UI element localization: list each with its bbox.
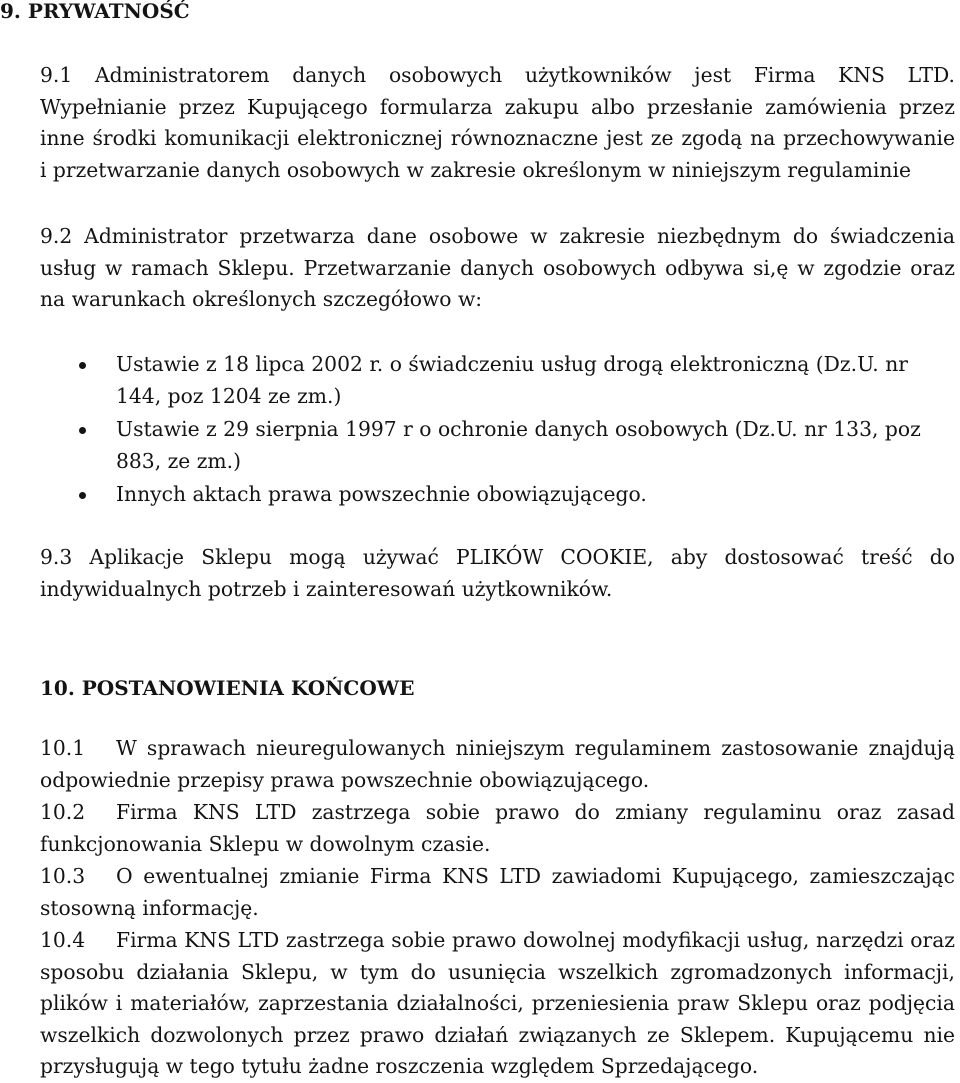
list-item [40, 414, 958, 477]
item-text: Firma KNS LTD zastrzega sobie prawo dowolnej modyfikacji usług, narzędzi oraz sposobu działania Sklepu, w tym do usunięcia wszelkich zgromadzonych informacji, plików i materiałów, zaprzestania działalności, przeniesienia praw Sklepu oraz podjęcia wszelkich dozwolonych przez prawo działań związanych ze Sklepem. Kupującemu nie przysługują w tego tytułu żadne roszczenia względem Sprzedającego. [40, 928, 955, 1078]
item-10-1 [40, 733, 955, 796]
item-10-2 [40, 797, 955, 860]
legal-acts-list [40, 349, 958, 511]
bullet-icon [79, 427, 86, 434]
item-text: Firma KNS LTD zastrzega sobie prawo do zmiany regulaminu oraz zasad funkcjonowania Sklepu w dowolnym czasie. [40, 800, 955, 856]
list-item-text: Innych aktach prawa powszechnie obowiązującego. [116, 482, 647, 506]
paragraph-9-1: 9.1 Administratorem danych osobowych użytkowników jest Firma KNS LTD. Wypełnianie przez Kupującego formularza zakupu albo przesłanie zamówienia przez inne środki komunikacji elektronicznej równoznaczne jest ze zgodą na przechowywanie i przetwarzanie danych osobowych w zakresie określonym w niniejszym regulaminie [40, 63, 955, 182]
bullet-icon [79, 362, 86, 369]
section-9-heading: 9. PRYWATNOŚĆ [0, 0, 190, 23]
list-item-text: Ustawie z 18 lipca 2002 r. o świadczeniu usług drogą elektroniczną (Dz.U. nr 144, poz 1204 ze zm.) [116, 352, 908, 408]
item-number: 10.3 [40, 864, 86, 888]
item-number: 10.4 [40, 928, 86, 952]
item-text: O ewentualnej zmianie Firma KNS LTD zawiadomi Kupującego, zamieszczając stosowną informację. [40, 864, 955, 920]
item-number: 10.1 [40, 736, 86, 760]
list-item [40, 349, 958, 412]
section-10-heading: 10. POSTANOWIENIA KOŃCOWE [40, 676, 415, 700]
bullet-icon [79, 492, 86, 499]
item-number: 10.2 [40, 800, 86, 824]
item-10-4 [40, 925, 955, 1083]
list-item-text: Ustawie z 29 sierpnia 1997 r o ochronie danych osobowych (Dz.U. nr 133, poz 883, ze zm.) [116, 417, 921, 473]
item-10-3 [40, 861, 955, 924]
item-text: W sprawach nieuregulowanych niniejszym regulaminem zastosowanie znajdują odpowiednie przepisy prawa powszechnie obowiązującego. [40, 736, 955, 792]
paragraph-9-2: 9.2 Administrator przetwarza dane osobowe w zakresie niezbędnym do świadczenia usług w ramach Sklepu. Przetwarzanie danych osobowych odbywa si,ę w zgodzie oraz na warunkach określonych szczegółowo w: [40, 224, 955, 311]
paragraph-9-3: 9.3 Aplikacje Sklepu mogą używać PLIKÓW COOKIE, aby dostosować treść do indywidualnych potrzeb i zainteresowań użytkowników. [40, 545, 955, 601]
list-item [40, 479, 958, 511]
